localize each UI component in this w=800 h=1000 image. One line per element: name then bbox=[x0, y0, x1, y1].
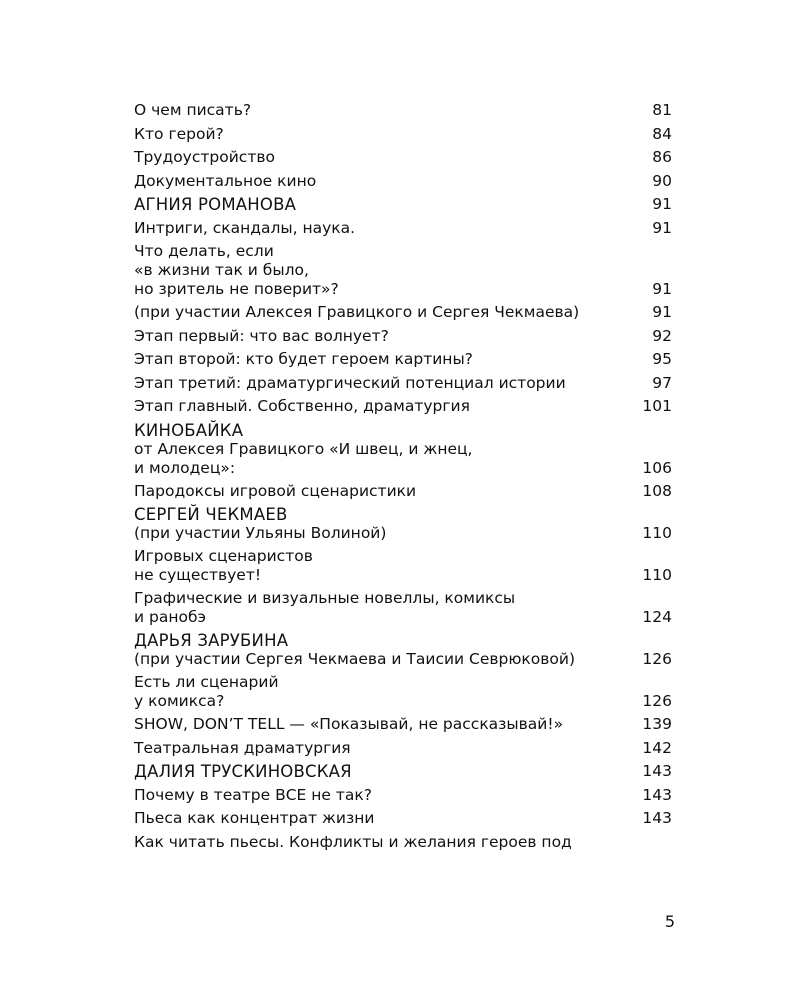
toc-entry bbox=[134, 737, 674, 761]
toc-entry-title-line: «в жизни так и было, bbox=[134, 261, 309, 279]
toc-entry bbox=[134, 807, 674, 831]
toc-entry bbox=[134, 784, 674, 808]
toc-entry-page-number: 84 bbox=[652, 124, 672, 143]
toc-entry bbox=[134, 170, 674, 194]
toc-entry-title-line: Что делать, если bbox=[134, 242, 274, 260]
toc-entry-title-line: и молодец»: bbox=[134, 458, 236, 477]
toc-entry-page-number: 97 bbox=[652, 373, 672, 392]
toc-entry bbox=[134, 587, 674, 629]
toc-entry bbox=[134, 503, 674, 545]
toc-entry-title-line: Графические и визуальные новеллы, комиксы bbox=[134, 589, 516, 607]
toc-entry-title-line: СЕРГЕЙ ЧЕКМАЕВ bbox=[134, 505, 288, 524]
toc-entry-title-line: Кто герой? bbox=[134, 124, 224, 143]
toc-entry bbox=[134, 301, 674, 325]
toc-entry-page-number: 86 bbox=[652, 148, 672, 166]
toc-entry-title-line: Как читать пьесы. Конфликты и желания героев под bbox=[134, 832, 572, 851]
toc-entry-title-line: но зритель не поверит»? bbox=[134, 280, 339, 298]
toc-entry bbox=[134, 193, 674, 217]
toc-entry-title-line: Пьеса как концентрат жизни bbox=[134, 809, 375, 827]
toc-entry bbox=[134, 123, 674, 147]
toc-entry-page-number: 143 bbox=[642, 809, 672, 827]
toc-entry-page-number: 142 bbox=[642, 738, 672, 757]
toc-entry-page-number: 91 bbox=[652, 195, 672, 213]
toc-entry-title-line: АГНИЯ РОМАНОВА bbox=[134, 195, 297, 214]
toc-entry-title-line: КИНОБАЙКА bbox=[134, 420, 244, 440]
toc-entry bbox=[134, 348, 674, 372]
toc-entry bbox=[134, 713, 674, 737]
toc-entry-page-number: 126 bbox=[642, 650, 672, 668]
toc-entry bbox=[134, 395, 674, 419]
toc-entry-title-line: (при участии Ульяны Волиной) bbox=[134, 524, 387, 542]
toc-entry-page-number: 91 bbox=[652, 303, 672, 321]
toc-entry-title-line: Есть ли сценарий bbox=[134, 673, 279, 691]
toc-entry-title-line: Этап главный. Собственно, драматургия bbox=[134, 397, 470, 415]
toc-entry-title-line: и ранобэ bbox=[134, 608, 207, 626]
toc-entry-page-number: 124 bbox=[642, 608, 672, 626]
toc-entry-title-line: у комикса? bbox=[134, 692, 225, 710]
toc-entry bbox=[134, 419, 674, 480]
toc-entry-title-line: Театральная драматургия bbox=[134, 738, 351, 757]
toc-entry-title-line: ДАЛИЯ ТРУСКИНОВСКАЯ bbox=[134, 762, 352, 781]
toc-entry-page-number: 143 bbox=[642, 762, 672, 780]
toc-entry bbox=[134, 671, 674, 713]
toc-entry-page-number: 108 bbox=[642, 481, 672, 500]
toc-entry-page-number: 110 bbox=[642, 566, 672, 584]
toc-entry-page-number: 91 bbox=[652, 280, 672, 298]
toc-entry-page-number: 95 bbox=[652, 350, 672, 368]
toc-entry-title-line: SHOW, DON’T TELL — «Показывай, не рассказывай!» bbox=[134, 715, 564, 733]
toc-entry-page-number: 110 bbox=[642, 524, 672, 542]
toc-entry-title-line: Этап третий: драматургический потенциал истории bbox=[134, 373, 566, 392]
toc-entry-title-line: Этап второй: кто будет героем картины? bbox=[134, 350, 473, 368]
toc-entry-page-number: 92 bbox=[652, 326, 672, 345]
toc-entry bbox=[134, 217, 674, 241]
toc-entry-title-line: (при участии Сергея Чекмаева и Таисии Севрюковой) bbox=[134, 650, 576, 668]
page-number: 5 bbox=[664, 912, 675, 931]
toc-entry bbox=[134, 480, 674, 504]
toc-entry-page-number: 139 bbox=[642, 715, 672, 733]
toc-entry-title-line: Интриги, скандалы, наука. bbox=[134, 218, 356, 237]
toc-entry-title-line: Этап первый: что вас волнует? bbox=[134, 326, 389, 345]
toc-entry-title-line: Документальное кино bbox=[134, 171, 317, 190]
toc-entry-title-line: (при участии Алексея Гравицкого и Сергея Чекмаева) bbox=[134, 303, 580, 321]
toc-entry bbox=[134, 325, 674, 349]
toc-entry-title-line: Почему в театре ВСЕ не так? bbox=[134, 785, 372, 804]
toc-entry-title-line: не существует! bbox=[134, 566, 262, 584]
toc-entry bbox=[134, 146, 674, 170]
toc-entry bbox=[134, 629, 674, 671]
table-of-contents bbox=[134, 99, 674, 854]
toc-entry bbox=[134, 760, 674, 784]
toc-entry bbox=[134, 240, 674, 301]
toc-entry bbox=[134, 831, 674, 855]
toc-entry-page-number: 143 bbox=[642, 785, 672, 804]
toc-entry-title-line: Игровых сценаристов bbox=[134, 547, 313, 565]
toc-entry-page-number: 90 bbox=[652, 171, 672, 190]
toc-entry-title-line: Пародоксы игровой сценаристики bbox=[134, 481, 417, 500]
toc-entry-title-line: ДАРЬЯ ЗАРУБИНА bbox=[134, 631, 289, 650]
toc-entry-page-number: 81 bbox=[652, 101, 672, 119]
toc-entry-title-line: Трудоустройство bbox=[134, 148, 275, 166]
toc-entry bbox=[134, 99, 674, 123]
toc-entry-page-number: 106 bbox=[642, 458, 672, 477]
toc-entry-title-line: от Алексея Гравицкого «И швец, и жнец, bbox=[134, 439, 473, 458]
toc-entry-page-number: 91 bbox=[652, 218, 672, 237]
toc-entry bbox=[134, 372, 674, 396]
toc-entry-page-number: 101 bbox=[642, 397, 672, 415]
toc-entry bbox=[134, 545, 674, 587]
toc-entry-page-number: 126 bbox=[642, 692, 672, 710]
toc-entry-title-line: О чем писать? bbox=[134, 101, 252, 119]
